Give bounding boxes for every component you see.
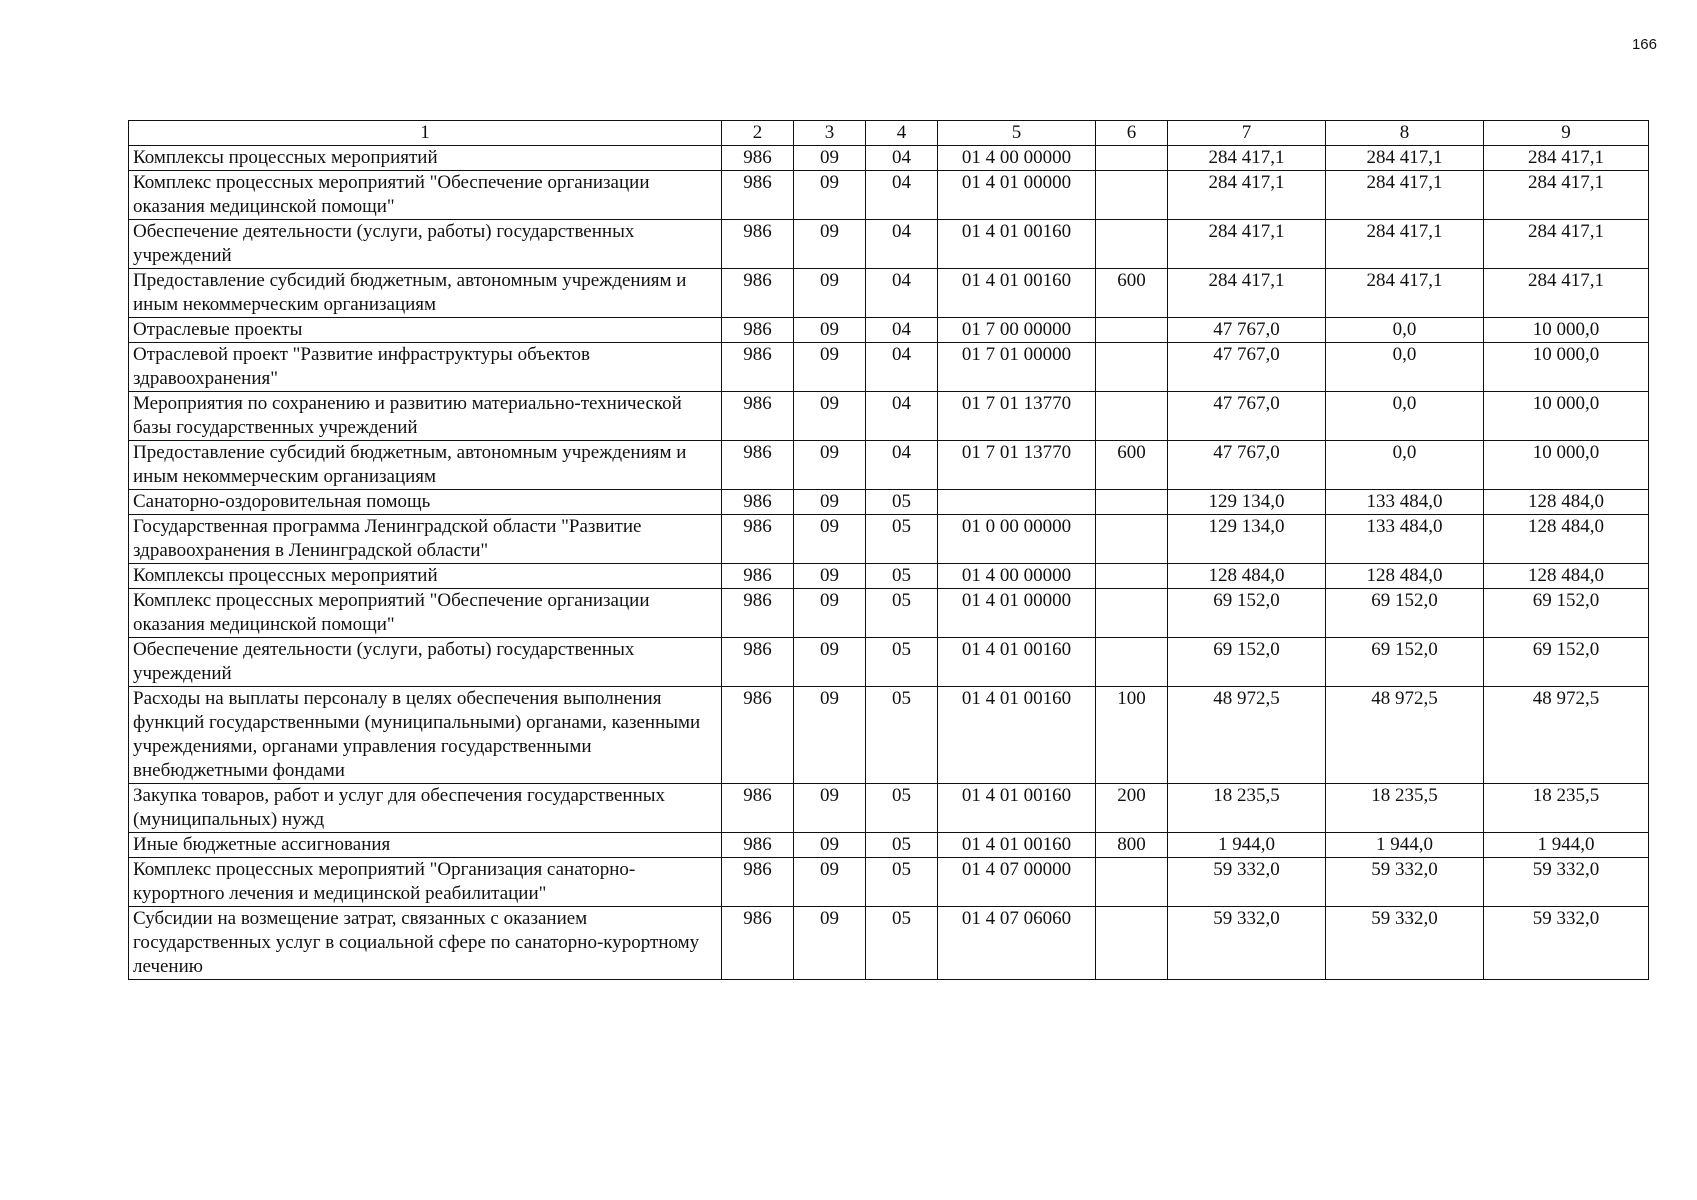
- row-name: Обеспечение деятельности (услуги, работы) государственных учреждений: [129, 220, 722, 269]
- cell-amount-col7: 129 134,0: [1168, 515, 1326, 564]
- cell-amount-col8: 18 235,5: [1326, 784, 1484, 833]
- cell-amount-col7: 47 767,0: [1168, 318, 1326, 343]
- cell-target-article: 01 7 01 13770: [938, 441, 1096, 490]
- cell-amount-col8: 284 417,1: [1326, 220, 1484, 269]
- cell-amount-col7: 1 944,0: [1168, 833, 1326, 858]
- cell-amount-col7: 284 417,1: [1168, 220, 1326, 269]
- header-cell: 6: [1096, 121, 1168, 146]
- cell-target-article: 01 4 01 00160: [938, 638, 1096, 687]
- row-name: Отраслевые проекты: [129, 318, 722, 343]
- cell-target-article: 01 4 01 00160: [938, 784, 1096, 833]
- cell-amount-col9: 69 152,0: [1484, 589, 1649, 638]
- cell-section: 09: [794, 146, 866, 171]
- cell-amount-col8: 284 417,1: [1326, 146, 1484, 171]
- cell-section: 09: [794, 564, 866, 589]
- cell-expense-type: [1096, 343, 1168, 392]
- cell-expense-type: [1096, 564, 1168, 589]
- cell-target-article: 01 4 07 06060: [938, 907, 1096, 980]
- cell-amount-col9: 128 484,0: [1484, 490, 1649, 515]
- cell-amount-col9: 48 972,5: [1484, 687, 1649, 784]
- cell-subsection: 04: [866, 441, 938, 490]
- table-row: [129, 269, 1649, 318]
- cell-admin-code: 986: [722, 171, 794, 220]
- cell-amount-col7: 18 235,5: [1168, 784, 1326, 833]
- cell-amount-col9: 284 417,1: [1484, 146, 1649, 171]
- table-row: [129, 638, 1649, 687]
- cell-section: 09: [794, 784, 866, 833]
- header-cell: 7: [1168, 121, 1326, 146]
- cell-admin-code: 986: [722, 858, 794, 907]
- cell-expense-type: 600: [1096, 269, 1168, 318]
- table-row: [129, 392, 1649, 441]
- cell-admin-code: 986: [722, 515, 794, 564]
- cell-section: 09: [794, 392, 866, 441]
- cell-amount-col8: 133 484,0: [1326, 490, 1484, 515]
- table-row: [129, 784, 1649, 833]
- cell-target-article: 01 4 01 00160: [938, 220, 1096, 269]
- table-row: [129, 441, 1649, 490]
- cell-admin-code: 986: [722, 784, 794, 833]
- cell-target-article: 01 4 07 00000: [938, 858, 1096, 907]
- cell-amount-col8: 0,0: [1326, 441, 1484, 490]
- row-name: Комплекс процессных мероприятий "Обеспечение организации оказания медицинской помощи": [129, 589, 722, 638]
- header-cell: 5: [938, 121, 1096, 146]
- cell-amount-col9: 284 417,1: [1484, 220, 1649, 269]
- table-row: [129, 833, 1649, 858]
- table-row: [129, 318, 1649, 343]
- cell-amount-col9: 18 235,5: [1484, 784, 1649, 833]
- cell-subsection: 04: [866, 220, 938, 269]
- cell-admin-code: 986: [722, 638, 794, 687]
- cell-amount-col9: 10 000,0: [1484, 318, 1649, 343]
- table-row: [129, 146, 1649, 171]
- cell-expense-type: [1096, 907, 1168, 980]
- cell-amount-col8: 69 152,0: [1326, 638, 1484, 687]
- table-row: [129, 220, 1649, 269]
- budget-table: [128, 120, 1649, 980]
- cell-target-article: 01 4 00 00000: [938, 146, 1096, 171]
- cell-amount-col9: 284 417,1: [1484, 269, 1649, 318]
- cell-target-article: 01 7 01 00000: [938, 343, 1096, 392]
- cell-subsection: 05: [866, 784, 938, 833]
- cell-subsection: 04: [866, 343, 938, 392]
- header-cell: 3: [794, 121, 866, 146]
- table-row: [129, 490, 1649, 515]
- cell-admin-code: 986: [722, 343, 794, 392]
- cell-amount-col8: 0,0: [1326, 343, 1484, 392]
- row-name: Субсидии на возмещение затрат, связанных с оказанием государственных услуг в социальной сфере по санаторно-курортному лечению: [129, 907, 722, 980]
- cell-expense-type: [1096, 589, 1168, 638]
- row-name: Закупка товаров, работ и услуг для обеспечения государственных (муниципальных) нужд: [129, 784, 722, 833]
- cell-amount-col7: 59 332,0: [1168, 858, 1326, 907]
- row-name: Расходы на выплаты персоналу в целях обеспечения выполнения функций государственными (муниципальными) органами, казенными учреждениями, органами управления государственными внебюджетными фондами: [129, 687, 722, 784]
- cell-amount-col7: 69 152,0: [1168, 589, 1326, 638]
- cell-amount-col7: 47 767,0: [1168, 392, 1326, 441]
- header-cell: 2: [722, 121, 794, 146]
- cell-expense-type: [1096, 318, 1168, 343]
- cell-amount-col8: 284 417,1: [1326, 269, 1484, 318]
- cell-amount-col8: 0,0: [1326, 318, 1484, 343]
- cell-admin-code: 986: [722, 318, 794, 343]
- cell-amount-col8: 1 944,0: [1326, 833, 1484, 858]
- cell-admin-code: 986: [722, 490, 794, 515]
- cell-expense-type: [1096, 638, 1168, 687]
- header-cell: 8: [1326, 121, 1484, 146]
- row-name: Санаторно-оздоровительная помощь: [129, 490, 722, 515]
- cell-admin-code: 986: [722, 907, 794, 980]
- cell-section: 09: [794, 515, 866, 564]
- cell-amount-col7: 48 972,5: [1168, 687, 1326, 784]
- cell-amount-col9: 1 944,0: [1484, 833, 1649, 858]
- row-name: Комплексы процессных мероприятий: [129, 564, 722, 589]
- cell-section: 09: [794, 490, 866, 515]
- cell-amount-col9: 284 417,1: [1484, 171, 1649, 220]
- header-cell: 1: [129, 121, 722, 146]
- cell-amount-col8: 128 484,0: [1326, 564, 1484, 589]
- cell-amount-col9: 10 000,0: [1484, 441, 1649, 490]
- header-cell: 9: [1484, 121, 1649, 146]
- cell-section: 09: [794, 589, 866, 638]
- cell-amount-col7: 47 767,0: [1168, 343, 1326, 392]
- cell-amount-col7: 129 134,0: [1168, 490, 1326, 515]
- table-row: [129, 515, 1649, 564]
- table-row: [129, 858, 1649, 907]
- cell-subsection: 04: [866, 171, 938, 220]
- cell-target-article: 01 4 01 00000: [938, 589, 1096, 638]
- cell-subsection: 05: [866, 833, 938, 858]
- cell-amount-col7: 128 484,0: [1168, 564, 1326, 589]
- cell-target-article: 01 4 01 00000: [938, 171, 1096, 220]
- page-number: 166: [1631, 36, 1657, 53]
- cell-target-article: 01 4 01 00160: [938, 269, 1096, 318]
- cell-admin-code: 986: [722, 833, 794, 858]
- cell-expense-type: [1096, 490, 1168, 515]
- cell-subsection: 04: [866, 146, 938, 171]
- cell-section: 09: [794, 833, 866, 858]
- cell-subsection: 05: [866, 564, 938, 589]
- cell-admin-code: 986: [722, 589, 794, 638]
- cell-subsection: 05: [866, 907, 938, 980]
- row-name: Государственная программа Ленинградской области "Развитие здравоохранения в Ленинградской области": [129, 515, 722, 564]
- cell-expense-type: [1096, 392, 1168, 441]
- row-name: Обеспечение деятельности (услуги, работы) государственных учреждений: [129, 638, 722, 687]
- cell-subsection: 05: [866, 490, 938, 515]
- cell-amount-col9: 59 332,0: [1484, 858, 1649, 907]
- table-row: [129, 907, 1649, 980]
- cell-amount-col8: 59 332,0: [1326, 858, 1484, 907]
- cell-admin-code: 986: [722, 220, 794, 269]
- cell-expense-type: [1096, 146, 1168, 171]
- cell-amount-col9: 128 484,0: [1484, 515, 1649, 564]
- cell-amount-col7: 284 417,1: [1168, 146, 1326, 171]
- cell-target-article: 01 4 01 00160: [938, 833, 1096, 858]
- row-name: Комплекс процессных мероприятий "Обеспечение организации оказания медицинской помощи": [129, 171, 722, 220]
- cell-expense-type: 800: [1096, 833, 1168, 858]
- cell-amount-col7: 59 332,0: [1168, 907, 1326, 980]
- cell-subsection: 05: [866, 858, 938, 907]
- cell-amount-col9: 128 484,0: [1484, 564, 1649, 589]
- cell-section: 09: [794, 687, 866, 784]
- cell-target-article: [938, 490, 1096, 515]
- cell-section: 09: [794, 171, 866, 220]
- row-name: Мероприятия по сохранению и развитию материально-технической базы государственных учреждений: [129, 392, 722, 441]
- table-row: [129, 171, 1649, 220]
- cell-amount-col8: 48 972,5: [1326, 687, 1484, 784]
- cell-admin-code: 986: [722, 269, 794, 318]
- row-name: Предоставление субсидий бюджетным, автономным учреждениям и иным некоммерческим организациям: [129, 269, 722, 318]
- cell-expense-type: 600: [1096, 441, 1168, 490]
- table-row: [129, 564, 1649, 589]
- cell-target-article: 01 0 00 00000: [938, 515, 1096, 564]
- row-name: Предоставление субсидий бюджетным, автономным учреждениям и иным некоммерческим организациям: [129, 441, 722, 490]
- cell-admin-code: 986: [722, 441, 794, 490]
- cell-section: 09: [794, 907, 866, 980]
- cell-target-article: 01 7 00 00000: [938, 318, 1096, 343]
- cell-amount-col9: 59 332,0: [1484, 907, 1649, 980]
- cell-section: 09: [794, 858, 866, 907]
- cell-subsection: 05: [866, 638, 938, 687]
- cell-amount-col9: 69 152,0: [1484, 638, 1649, 687]
- cell-subsection: 05: [866, 515, 938, 564]
- cell-amount-col7: 69 152,0: [1168, 638, 1326, 687]
- cell-subsection: 04: [866, 392, 938, 441]
- cell-section: 09: [794, 638, 866, 687]
- cell-section: 09: [794, 441, 866, 490]
- cell-amount-col8: 69 152,0: [1326, 589, 1484, 638]
- cell-expense-type: [1096, 515, 1168, 564]
- cell-section: 09: [794, 269, 866, 318]
- row-name: Комплекс процессных мероприятий "Организация санаторно-курортного лечения и медицинской реабилитации": [129, 858, 722, 907]
- cell-amount-col8: 284 417,1: [1326, 171, 1484, 220]
- cell-expense-type: [1096, 858, 1168, 907]
- cell-admin-code: 986: [722, 687, 794, 784]
- cell-amount-col7: 47 767,0: [1168, 441, 1326, 490]
- cell-section: 09: [794, 343, 866, 392]
- table-header-row: [129, 121, 1649, 146]
- cell-expense-type: 200: [1096, 784, 1168, 833]
- cell-admin-code: 986: [722, 564, 794, 589]
- table-row: [129, 687, 1649, 784]
- cell-amount-col8: 59 332,0: [1326, 907, 1484, 980]
- cell-amount-col8: 133 484,0: [1326, 515, 1484, 564]
- cell-amount-col9: 10 000,0: [1484, 392, 1649, 441]
- cell-amount-col8: 0,0: [1326, 392, 1484, 441]
- cell-expense-type: 100: [1096, 687, 1168, 784]
- cell-expense-type: [1096, 171, 1168, 220]
- cell-section: 09: [794, 220, 866, 269]
- cell-expense-type: [1096, 220, 1168, 269]
- header-cell: 4: [866, 121, 938, 146]
- row-name: Комплексы процессных мероприятий: [129, 146, 722, 171]
- cell-amount-col7: 284 417,1: [1168, 171, 1326, 220]
- cell-subsection: 04: [866, 318, 938, 343]
- row-name: Отраслевой проект "Развитие инфраструктуры объектов здравоохранения": [129, 343, 722, 392]
- table-row: [129, 589, 1649, 638]
- cell-subsection: 04: [866, 269, 938, 318]
- cell-subsection: 05: [866, 589, 938, 638]
- table-row: [129, 343, 1649, 392]
- cell-target-article: 01 4 01 00160: [938, 687, 1096, 784]
- row-name: Иные бюджетные ассигнования: [129, 833, 722, 858]
- cell-admin-code: 986: [722, 146, 794, 171]
- cell-admin-code: 986: [722, 392, 794, 441]
- cell-amount-col7: 284 417,1: [1168, 269, 1326, 318]
- cell-target-article: 01 7 01 13770: [938, 392, 1096, 441]
- cell-target-article: 01 4 00 00000: [938, 564, 1096, 589]
- cell-amount-col9: 10 000,0: [1484, 343, 1649, 392]
- cell-section: 09: [794, 318, 866, 343]
- cell-subsection: 05: [866, 687, 938, 784]
